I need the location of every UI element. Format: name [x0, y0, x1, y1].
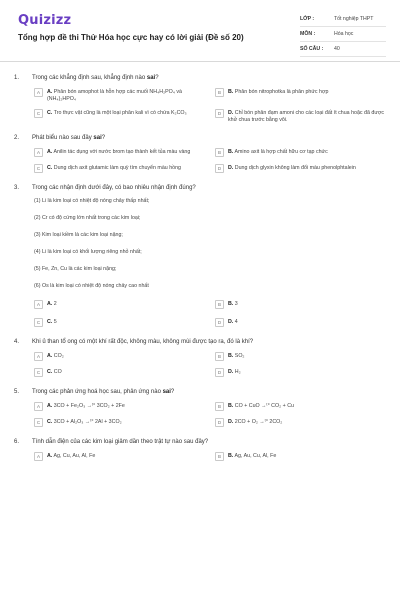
answer-checkbox[interactable]: B — [215, 452, 224, 461]
statement-item: (3) Kim loại kiềm là các kim loại nặng; — [34, 232, 123, 238]
statement-item: (6) Os là kim loại có nhiệt độ nóng chảy cao nhất — [34, 283, 149, 289]
answer-letter: B. — [228, 301, 234, 307]
question-6 — [0, 438, 400, 462]
question-5 — [0, 388, 400, 428]
answer-checkbox[interactable]: B — [215, 300, 224, 309]
answer-letter: A. — [47, 403, 53, 409]
answer-text: A. CO₂ — [47, 353, 64, 359]
answer-letter: A. — [47, 149, 53, 155]
answer-option-a[interactable] — [34, 402, 205, 412]
question-number: 5. — [14, 389, 20, 395]
answer-checkbox[interactable]: D — [215, 368, 224, 377]
question-number: 3. — [14, 185, 20, 191]
meta-key: MÔN : — [300, 31, 316, 37]
answer-option-b[interactable] — [215, 300, 386, 310]
question-header — [0, 184, 400, 192]
question-number: 2. — [14, 135, 20, 141]
question-number: 4. — [14, 339, 20, 345]
answer-text: A. 3CO + Fe₂O₃ →ᵗ° 3CO₂ + 2Fe — [47, 403, 125, 409]
answer-option-d[interactable] — [215, 164, 386, 174]
worksheet-meta — [300, 12, 386, 57]
answer-option-b[interactable] — [215, 402, 386, 412]
meta-row-subject — [300, 27, 386, 42]
answer-option-a[interactable] — [34, 300, 205, 310]
answer-letter: B. — [228, 353, 234, 359]
question-header — [0, 438, 400, 446]
answer-text: C. 5 — [47, 319, 57, 325]
answer-letter: D. — [228, 369, 234, 375]
answer-checkbox[interactable]: D — [215, 109, 224, 118]
answer-option-b[interactable] — [215, 352, 386, 362]
question-4 — [0, 338, 400, 378]
answer-checkbox[interactable]: B — [215, 88, 224, 97]
answer-text: C. 3CO + Al₂O₃ →ᵗ° 2Al + 3CO₂ — [47, 419, 122, 425]
answer-text: D. Dung dịch glyxin không làm đổi màu phenolphtalein — [228, 165, 356, 171]
answer-option-c[interactable] — [34, 418, 205, 428]
answer-option-a[interactable] — [34, 88, 205, 103]
worksheet-title: Tổng hợp đề thi Thử Hóa học cực hay có lời giải (Đề số 20) — [18, 33, 244, 42]
answer-text: B. SO₂ — [228, 353, 245, 359]
answer-checkbox[interactable]: C — [34, 164, 43, 173]
answer-text: D. 4 — [228, 319, 238, 325]
statement-list — [0, 198, 400, 290]
question-header — [0, 134, 400, 142]
answer-text: D. Chỉ bón phân đạm amoni cho các loại đất ít chua hoặc đã được khử chua trước bằng vôi. — [228, 110, 385, 123]
answer-text: C. CO — [47, 369, 62, 375]
answer-option-c[interactable] — [34, 368, 205, 378]
answer-text: D. 2CO + O₂ →ᵗ° 2CO₂ — [228, 419, 283, 425]
question-1 — [0, 74, 400, 124]
question-emphasis: sai — [146, 75, 156, 81]
answer-option-d[interactable] — [215, 109, 386, 124]
meta-row-count — [300, 42, 386, 57]
answer-text: B. Amino axit là hợp chất hữu cơ tạp chức — [228, 149, 328, 155]
answer-option-c[interactable] — [34, 164, 205, 174]
answer-letter: C. — [47, 369, 53, 375]
answer-checkbox[interactable]: B — [215, 352, 224, 361]
answer-letter: B. — [228, 89, 234, 95]
answer-option-d[interactable] — [215, 368, 386, 378]
question-number: 1. — [14, 75, 20, 81]
meta-value: Tốt nghiệp THPT — [334, 16, 374, 22]
answer-checkbox[interactable]: C — [34, 318, 43, 327]
answer-checkbox[interactable]: B — [215, 402, 224, 411]
answer-letter: B. — [228, 453, 234, 459]
answer-letter: B. — [228, 403, 234, 409]
question-list — [0, 74, 400, 472]
question-text: Trong các phản ứng hoá học sau, phản ứng nào sai? — [32, 389, 175, 395]
answer-checkbox[interactable]: B — [215, 148, 224, 157]
answer-text: B. Phân bón nitrophotka là phân phức hợp — [228, 89, 329, 95]
meta-key: LỚP : — [300, 16, 315, 22]
meta-value: 40 — [334, 46, 340, 52]
question-emphasis: sai — [162, 389, 171, 395]
answer-options — [0, 402, 400, 428]
answer-text: A. Anilin tác dụng với nước brom tạo thành kết tủa màu vàng — [47, 149, 191, 155]
question-text: Khi ủ than tổ ong có một khí rất độc, không màu, không mùi được tạo ra, đó là khí? — [32, 339, 254, 345]
answer-text: B. CO + CuO →ᵗ° CO₂ + Cu — [228, 403, 294, 409]
answer-option-c[interactable] — [34, 318, 205, 328]
answer-option-b[interactable] — [215, 88, 386, 103]
answer-text: C. Dung dịch axit glutamic làm quỳ tím chuyển màu hồng — [47, 165, 181, 171]
answer-letter: B. — [228, 149, 234, 155]
answer-option-b[interactable] — [215, 148, 386, 158]
question-3 — [0, 184, 400, 328]
statement-item: (5) Fe, Zn, Cu là các kim loại nặng; — [34, 266, 117, 272]
answer-checkbox[interactable]: A — [34, 148, 43, 157]
answer-letter: C. — [47, 419, 53, 425]
quizizz-logo: Quizizz — [18, 13, 72, 28]
worksheet-header — [0, 0, 400, 62]
answer-letter: C. — [47, 110, 53, 116]
answer-options — [0, 352, 400, 378]
answer-checkbox[interactable]: D — [215, 164, 224, 173]
question-header — [0, 74, 400, 82]
answer-checkbox[interactable]: A — [34, 88, 43, 97]
meta-row-class — [300, 12, 386, 27]
answer-option-d[interactable] — [215, 318, 386, 328]
answer-letter: D. — [228, 165, 234, 171]
answer-checkbox[interactable]: C — [34, 368, 43, 377]
answer-checkbox[interactable]: A — [34, 402, 43, 411]
answer-checkbox[interactable]: C — [34, 109, 43, 118]
answer-letter: A. — [47, 453, 53, 459]
answer-text: D. H₂ — [228, 369, 241, 375]
answer-checkbox[interactable]: A — [34, 452, 43, 461]
question-header — [0, 388, 400, 396]
answer-option-a[interactable] — [34, 352, 205, 362]
question-header — [0, 338, 400, 346]
answer-option-a[interactable] — [34, 148, 205, 158]
question-text: Tính dẫn điện của các kim loại giảm dần theo trật tự nào sau đây? — [32, 439, 209, 445]
statement-item: (4) Li là kim loại có khối lượng riêng nhỏ nhất; — [34, 249, 142, 255]
answer-text: B. Ag, Au, Cu, Al, Fe — [228, 453, 277, 459]
answer-letter: D. — [228, 110, 234, 116]
statement-item: (1) Li là kim loại có nhiệt độ nóng chảy thấp nhất; — [34, 198, 150, 204]
answer-text: A. Ag, Cu, Au, Al, Fe — [47, 453, 96, 459]
question-text: Trong các khẳng định sau, khẳng định nào sai? — [32, 75, 159, 81]
answer-option-c[interactable] — [34, 109, 205, 124]
answer-letter: D. — [228, 419, 234, 425]
answer-text: A. Phân bón amophot là hỗn hợp các muối NH₄H₂PO₄ và (NH₄)₂HPO₄ — [47, 89, 183, 102]
answer-letter: C. — [47, 319, 53, 325]
answer-options — [0, 148, 400, 174]
answer-options — [0, 300, 400, 328]
meta-value: Hóa học — [334, 31, 354, 37]
question-text: Trong các nhận định dưới đây, có bao nhiêu nhận định đúng? — [32, 185, 196, 191]
answer-letter: A. — [47, 301, 53, 307]
answer-text: A. 2 — [47, 301, 57, 307]
answer-checkbox[interactable]: A — [34, 300, 43, 309]
answer-letter: A. — [47, 353, 53, 359]
answer-option-b[interactable] — [215, 452, 386, 462]
answer-options — [0, 88, 400, 124]
question-number: 6. — [14, 439, 20, 445]
answer-checkbox[interactable]: D — [215, 318, 224, 327]
answer-checkbox[interactable]: D — [215, 418, 224, 427]
answer-text: B. 3 — [228, 301, 238, 307]
question-emphasis: sai — [93, 135, 102, 141]
answer-letter: A. — [47, 89, 53, 95]
answer-options — [0, 452, 400, 462]
question-2 — [0, 134, 400, 174]
answer-letter: C. — [47, 165, 53, 171]
answer-option-d[interactable] — [215, 418, 386, 428]
meta-key: SỐ CÂU : — [300, 46, 324, 52]
answer-option-a[interactable] — [34, 452, 205, 462]
statement-item: (2) Cr có độ cứng lớn nhất trong các kim loại; — [34, 215, 141, 221]
answer-checkbox[interactable]: C — [34, 418, 43, 427]
answer-checkbox[interactable]: A — [34, 352, 43, 361]
answer-letter: D. — [228, 319, 234, 325]
answer-text: C. Tro thực vật cũng là một loại phân kali vì có chứa K₂CO₃ — [47, 110, 187, 116]
question-text: Phát biểu nào sau đây sai? — [32, 135, 106, 141]
